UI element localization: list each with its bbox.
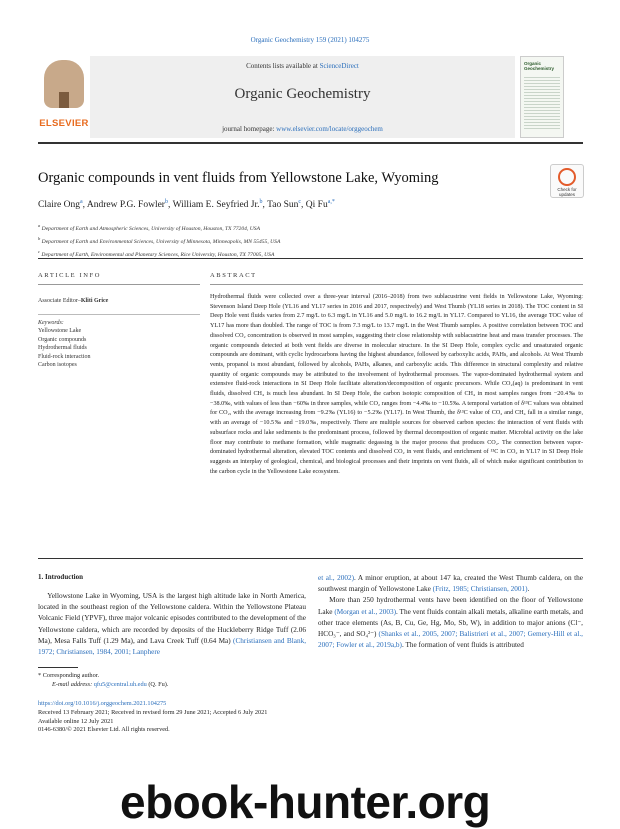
homepage-link[interactable]: www.elsevier.com/locate/orggeochem [276, 125, 383, 133]
article-info-rule [38, 284, 200, 285]
doi-link[interactable]: https://doi.org/10.1016/j.orggeochem.2021.104275 [38, 700, 167, 707]
intro-left-column: Yellowstone Lake in Wyoming, USA is the largest high altitude lake in North America, located in the southeast region of the Yellowstone caldera. Within the Yellowstone Plateau Volcanic Field (YPVF), three major volcanic episodes contributed to the development of the Yellowstone caldera, which are recorded by deposits of the Huckleberry Ridge Tuff (2.06 Ma), Mesa Falls Tuff (1.29 Ma), and Lava Creek Tuff (0.64 Ma) (Christiansen and Blank, 1972; Christiansen, 1984, 2001; Lanphere [38, 592, 307, 657]
check-for-updates-button[interactable] [550, 164, 584, 198]
affiliation-item: $^c$ Department of Earth, Environmental and Planetary Sciences, Rice University, Houston, TX 77005, USA [38, 248, 275, 258]
received-dates: Received 13 February 2021; Received in revised form 29 June 2021; Accepted 6 July 2021 [38, 708, 268, 716]
author-name[interactable]: Tao Sun [267, 200, 299, 211]
watermark-text: ebook-hunter.org [120, 776, 491, 828]
cover-art [524, 75, 560, 131]
contents-prefix: Contents lists available at [246, 62, 320, 70]
editor-rule [38, 314, 200, 315]
associate-editor: Associate Editor–Kliti Grice [38, 298, 109, 304]
journal-title: Organic Geochemistry [234, 86, 371, 102]
introduction-heading: 1. Introduction [38, 573, 83, 581]
cover-title: Organic Geochemistry [524, 61, 555, 71]
affiliation-item: $^b$ Department of Earth and Environmental Sciences, University of Minnesota, Minneapolis, MN 55455, USA [38, 235, 281, 245]
author-affil-mark[interactable]: c [298, 199, 302, 205]
contents-line [90, 62, 515, 70]
elsevier-logo[interactable] [38, 58, 90, 138]
citation-link[interactable]: (Fritz, 1985; Christiansen, 2001) [432, 585, 528, 594]
article-metadata [38, 700, 358, 735]
author-affil-mark[interactable]: b [164, 199, 168, 205]
citation-link[interactable]: et al., 2002) [318, 574, 354, 582]
article-title: Organic compounds in vent fluids from Yellowstone Lake, Wyoming [38, 170, 439, 186]
journal-homepage [90, 125, 515, 133]
abstract-text: Hydrothermal fluids were collected over a three-year interval (2016–2018) from two sublacustrine vent fields in Yellowstone Lake, Wyoming: Stevenson Island Deep Hole (YL16 and YL17 series in 2016 and 2017, respectively) and West Thumb (YL18 series in 2018). The TOC content in SI Deep Hole vent fluids varies from 2.7 mg/L to 6.3 mg/L in YL16 and 5.0 mg/L to 16.2 mg/L in YL17. Compared to YL16, the average TOC value of YL17 has more than doubled. The range of TOC is from 7.3 mg/L to 13.7 mg/L in the West Thumb samples. A positive correlation between TOC and dissolved CO₂ concentration is observed in most samples, suggesting their close relationship with sublacustrine heat and mass transfer processes. The organic compounds detected at both vent fields are diverse in molecular structure. In the SI Deep Hole, complex cyclic and unsaturated organic compounds are dominant, with cyclic hydrocarbons having the highest abundance, followed by carboxylic acids, PAHs, and alcohols. At West Thumb vents, propanol is most abundant, followed by alcohols, PAHs, alkanes, and carboxylic acids. This difference in structural complexity and relative quantity of organic compounds may be attributed to the involvement of hydrothermal processes. The vapor-dominated hydrothermal system and extensive fluid-rock interactions in SI Deep Hole facilitate alteration/decomposition of organic precursors. While CO₂(aq) is predominant in vent fluids, dissolved CH₄ is much less abundant. In SI Deep Hole, the carbon isotopic composition of CH₄ in most samples ranges from −20.4‰ to −38.0‰, with values of less than −60‰ in three samples, while CO₂ ranges from −4.4‰ to −10.5‰. A temporal variation of δ¹³C values was obtained for CO₂, with the average increasing from −9.2‰ (YL16) to −5.2‰ (YL17). In West Thumb, the δ¹³C value of CO₂ and CH₄ fall in a similar range, with an average of −10.5‰ and −19.0‰, respectively. There are multiple sources for observed carbon species: the interaction of vent fluids with subsurface rocks and lake sediments is the predominant process, followed by thermal decomposition of organic matter. Microbial activity on the lake floor may contribute to methane formation, while magmatic degassing is the major process that produces CO₂. The connection between vapor-dominated hydrothermal alteration, elevated TOC contents and dissolved CO₂ in vent fluids, and enrichment of ¹³C in CO₂ in YL17 in SI Deep Hole suggests an interplay of geological, chemical, and biological processes and their imprints on vent fluids, all of which make significant contribution to the carbon cycle in the Yellowstone Lake ecosystem. [210, 294, 583, 475]
journal-reference[interactable]: Organic Geochemistry 159 (2021) 104275 [250, 36, 370, 44]
journal-cover-thumbnail[interactable] [520, 56, 564, 138]
keyword-item: Organic compounds [38, 336, 87, 343]
author-list: Claire Ong$^a$, Andrew P.G. Fowler$^b$, William E. Seyfried Jr.$^b$, Tao Sun$^c$, Qi $Fu^{a,*}$ [38, 199, 335, 211]
editor-name: Kliti Grice [80, 298, 109, 304]
keyword-item: Carbon isotopes [38, 362, 77, 369]
available-online: Available online 12 July 2021 [38, 717, 114, 725]
author-name[interactable]: William E. Seyfried Jr. [172, 200, 260, 211]
author-affil-mark[interactable]: a [79, 199, 83, 205]
affiliations [38, 221, 598, 260]
citation-link[interactable]: (Morgan et al., 2003) [334, 607, 397, 616]
keywords-block [38, 319, 200, 369]
keywords-label: Keywords: [38, 320, 64, 326]
abstract-heading: ABSTRACT [210, 272, 257, 279]
author-affil-mark[interactable]: b [259, 199, 263, 205]
abstract-rule [210, 284, 583, 285]
keyword-item: Fluid-rock interaction [38, 353, 91, 360]
corresponding-author-note: * Corresponding author. [38, 672, 100, 679]
email-note: E-mail address: qfu5@central.uh.edu (Q. Fu). [52, 681, 169, 688]
section-divider [38, 258, 583, 259]
author-name[interactable]: Qi Fu [305, 200, 328, 211]
article-info-heading: ARTICLE INFO [38, 272, 102, 279]
keyword-item: Hydrothermal fluids [38, 345, 87, 352]
tree-trunk [59, 92, 69, 108]
badge-line-1: Check for [557, 187, 577, 192]
citation-link[interactable]: (Shanks et al., 2005, 2007; Balistrieri et al., 2007; Gemery-Hill et al., 2007; Fowler et al., 2019a,b) [318, 630, 583, 650]
author-name[interactable]: Andrew P.G. Fowler [86, 200, 165, 211]
keyword-item: Yellowstone Lake [38, 328, 82, 335]
copyright: 0146-6380/© 2021 Elsevier Ltd. All rights reserved. [38, 726, 170, 734]
abstract-bottom-divider [38, 558, 583, 559]
intro-right-column: et al., 2002). A minor eruption, at about 147 ka, created the West Thumb caldera, on the southwest margin of Yellowstone Lake (Fritz, 1985; Christiansen, 2001). More than 250 hydrothermal vents have been identified on the floor of Yellowstone Lake (Morgan et al., 2003). The vent fluids contain alkali metals, alkaline earth metals, and other trace elements (As, B, Cu, Ge, Hg, Mo, Sb, W), in addition to major anions (Cl⁻, HCO₃⁻, and SO₄²⁻) (Shanks et al., 2005, 2007; Balistrieri et al., 2007; Gemery-Hill et al., 2007; Fowler et al., 2019a,b). The formation of vent fluids is attributed [318, 574, 584, 650]
affiliation-item: $^a$ Department of Earth and Atmospheric Sciences, University of Houston, Houston, TX 77204, USA [38, 223, 260, 232]
publisher-name: ELSEVIER [39, 118, 89, 129]
sciencedirect-link[interactable]: ScienceDirect [319, 62, 359, 70]
homepage-prefix: journal homepage: [222, 125, 277, 133]
author-affil-mark[interactable]: a,* [327, 199, 335, 205]
author-name[interactable]: Claire Ong [38, 200, 80, 211]
email-link[interactable]: qfu5@central.uh.edu [93, 681, 147, 688]
update-icon [558, 168, 576, 186]
footnote-rule [38, 667, 78, 668]
badge-line-2: updates [558, 192, 575, 197]
header-divider [38, 142, 583, 144]
citation-link[interactable]: (Christiansen and Blank, 1972; Christiansen, 1984, 2001; Lanphere [38, 636, 307, 657]
